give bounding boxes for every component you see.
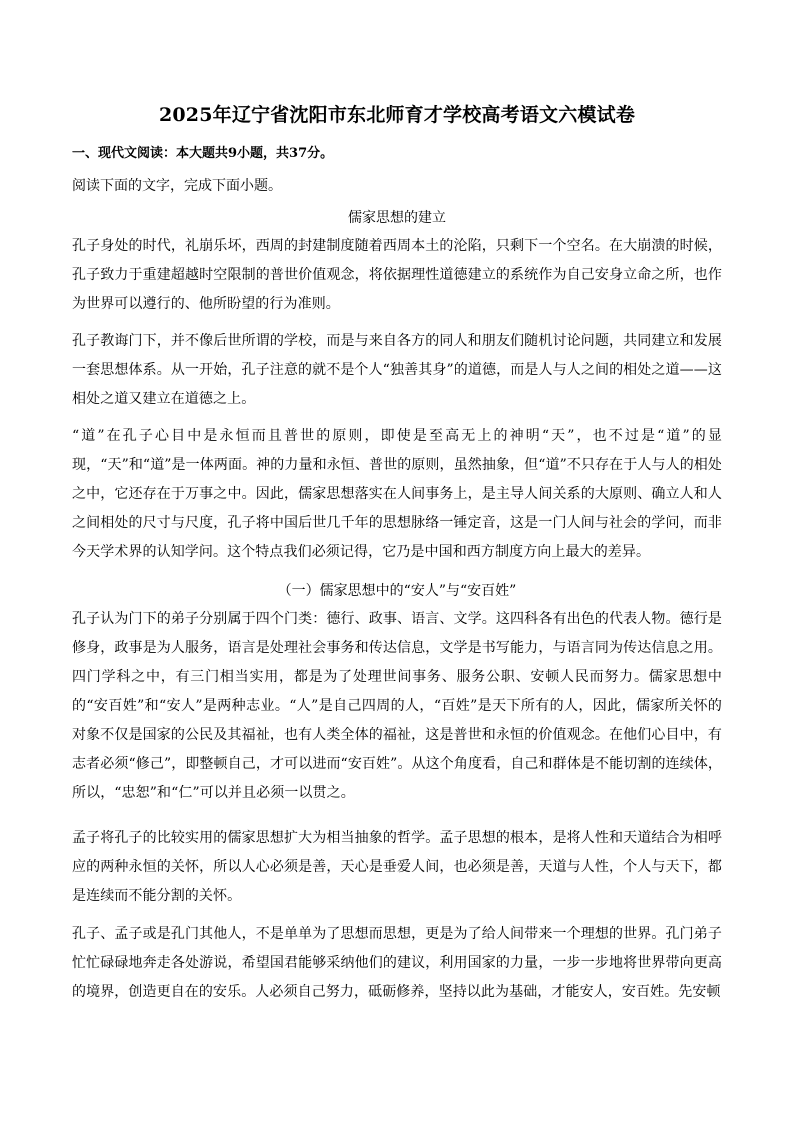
paragraph-4: 孔子认为门下的弟子分别属于四个门类：德行、政事、语言、文学。这四科各有出色的代表人物。德行是修身，政事是为人服务，语言是处理社会事务和传达信息，文学是书写能力，与语言同为传达信息之用。四门学科之中，有三门相当实用，都是为了处理世间事务、服务公职、安顿人民而努力。儒家思想中的“安百姓”和“安人”是两种志业。“人”是自己四周的人，“百姓”是天下所有的人，因此，儒家所关怀的对象不仅是国家的公民及其福祉，也有人类全体的福祉，这是普世和永恒的价值观念。在他们心目中，有志者必须“修己”，即整顿自己，才可以进而“安百姓”。从这个角度看，自己和群体是不能切割的连续体，所以，“忠恕”和“仁”可以并且必须一以贯之。 [72, 611, 722, 801]
paragraph-5: 孟子将孔子的比较实用的儒家思想扩大为相当抽象的哲学。孟子思想的根本，是将人性和天道结合为相呼应的两种永恒的关怀，所以人心必须是善，天心是垂爱人间，也必须是善，天道与人性，个人与天下，都是连续而不能分割的关怀。 [72, 830, 722, 904]
paragraph-6: 孔子、孟子或是孔门其他人，不是单单为了思想而思想，更是为了给人间带来一个理想的世界。孔门弟子忙忙碌碌地奔走各处游说，希望国君能够采纳他们的建议，利用国家的力量，一步一步地将世界带向更高的境界，创造更自在的安乐。人必须自己努力，砥砺修养，坚持以此为基础，才能安人，安百姓。先安顿 [72, 926, 722, 1000]
paragraph-1: 孔子身处的时代，礼崩乐坏，西周的封建制度随着西周本土的沦陷，只剩下一个空名。在大崩溃的时候，孔子致力于重建超越时空限制的普世价值观念，将依据理性道德建立的系统作为自己安身立命之所，也作为世界可以遵行的、他所盼望的行为准则。 [72, 238, 722, 312]
section-heading: 一、现代文阅读：本大题共9小题，共37分。 [72, 146, 334, 161]
article-title: 儒家思想的建立 [348, 210, 446, 226]
exam-title: 2025年辽宁省沈阳市东北师育才学校高考语文六模试卷 [158, 104, 636, 126]
reading-instruction: 阅读下面的文字，完成下面小题。 [72, 178, 282, 194]
paragraph-2: 孔子教诲门下，并不像后世所谓的学校，而是与来自各方的同人和朋友们随机讨论问题，共同建立和发展一套思想体系。从一开始，孔子注意的就不是个人“独善其身”的道德，而是人与人之间的相处之道——这相处之道又建立在道德之上。 [72, 333, 722, 407]
subheading: （一）儒家思想中的“安人”与“安百姓” [277, 583, 517, 599]
paragraph-3: “道”在孔子心目中是永恒而且普世的原则，即使是至高无上的神明“天”，也不过是“道”的显现，“天”和“道”是一体两面。神的力量和永恒、普世的原则，虽然抽象，但“道”不只存在于人与人的相处之中，它还存在于万事之中。因此，儒家思想落实在人间事务上，是主导人间关系的大原则、确立人和人之间相处的尺寸与尺度，孔子将中国后世几千年的思想脉络一锤定音，这是一门人间与社会的学问，而非今天学术界的认知学问。这个特点我们必须记得，它乃是中国和西方制度方向上最大的差异。 [72, 428, 722, 560]
